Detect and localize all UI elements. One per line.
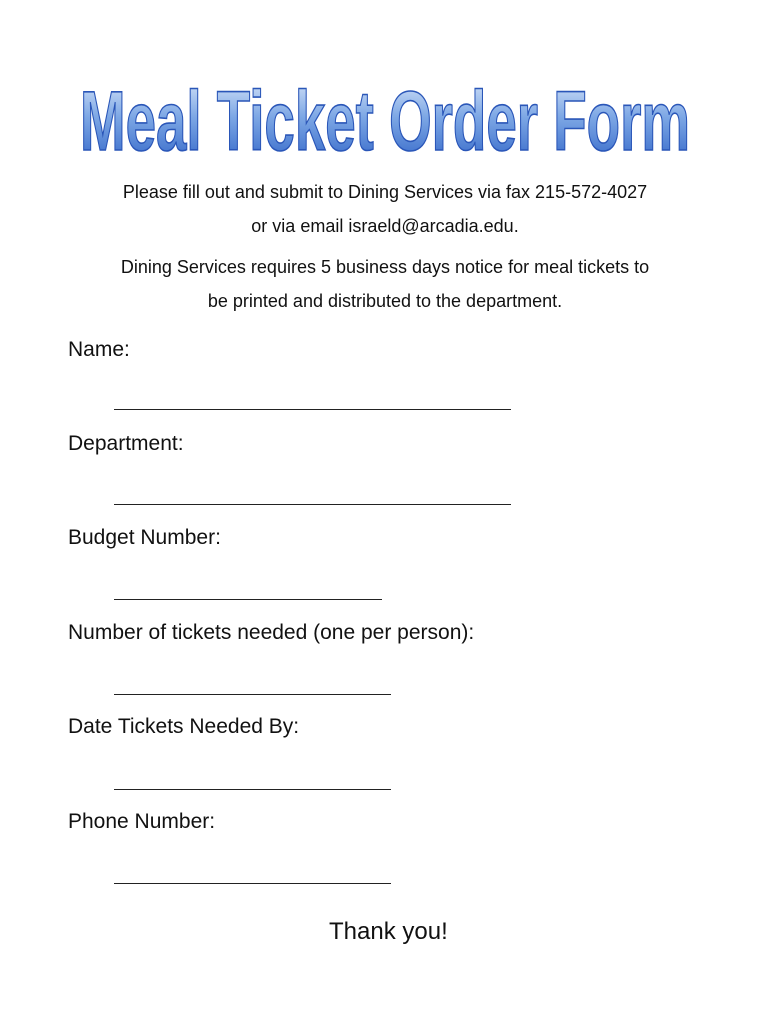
date-needed-label: Date Tickets Needed By: <box>68 715 300 738</box>
phone-number-blank-line[interactable] <box>114 883 391 884</box>
thank-you-text: Thank you! <box>329 918 448 945</box>
form-title-text: Meal Ticket Order Form <box>80 78 690 162</box>
name-label: Name: <box>68 338 130 361</box>
submission-instructions-line-2: or via email israeld@arcadia.edu. <box>251 216 519 236</box>
notice-requirement <box>40 250 730 318</box>
budget-number-blank-line[interactable] <box>114 599 382 600</box>
form-title <box>0 78 770 162</box>
department-label: Department: <box>68 432 184 455</box>
notice-requirement-line-2: be printed and distributed to the department. <box>207 291 563 311</box>
tickets-needed-blank-line[interactable] <box>114 694 391 695</box>
name-blank-line[interactable] <box>114 409 511 410</box>
submission-instructions <box>40 175 730 243</box>
date-needed-blank-line[interactable] <box>114 789 391 790</box>
notice-requirement-line-1: Dining Services requires 5 business days notice for meal tickets to <box>120 257 650 277</box>
phone-number-label: Phone Number: <box>68 810 216 833</box>
budget-number-label: Budget Number: <box>68 526 221 549</box>
department-blank-line[interactable] <box>114 504 511 505</box>
form-title-graphic <box>0 78 770 162</box>
submission-instructions-line-1: Please fill out and submit to Dining Services via fax 215-572-4027 <box>122 182 648 202</box>
tickets-needed-label: Number of tickets needed (one per person): <box>68 621 475 644</box>
